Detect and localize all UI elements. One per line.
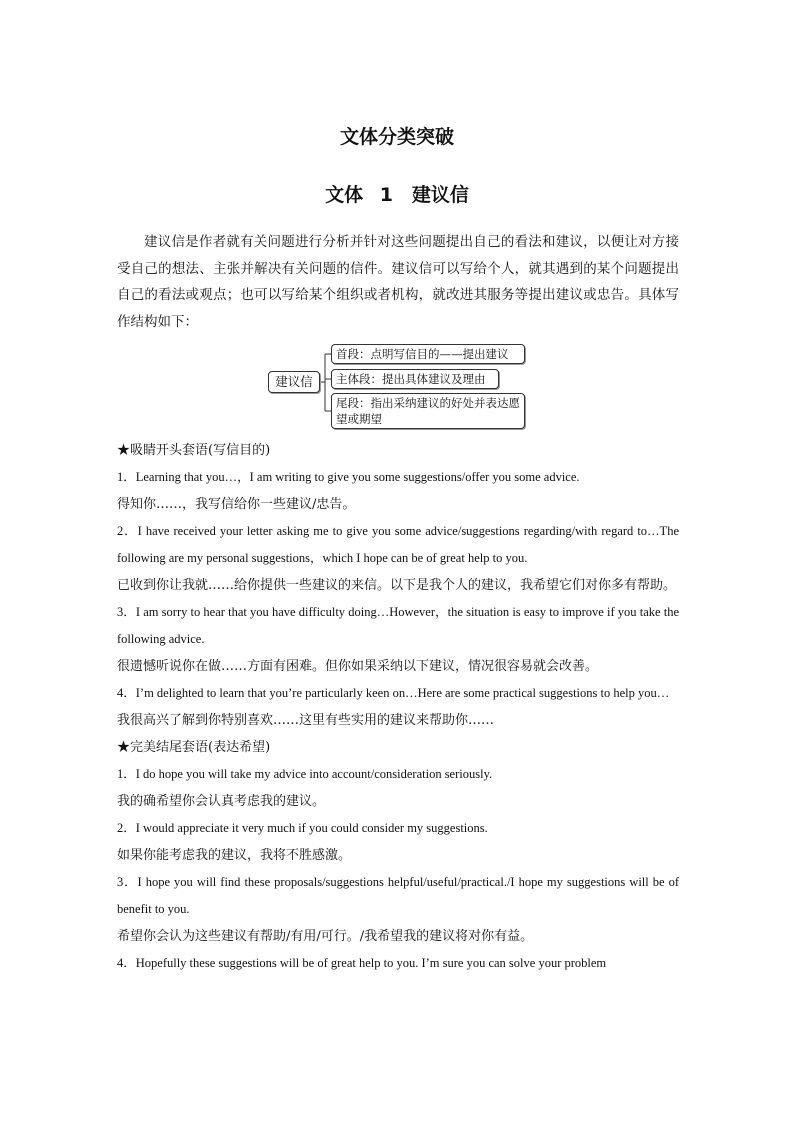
opening-phrase-3-cn: 很遗憾听说你在做……方面有困难。但你如果采纳以下建议，情况很容易就会改善。 (117, 659, 599, 674)
opening-phrase-1-en: 1．Learning that you…，I am writing to give you some suggestions/offer you some advice. (117, 470, 580, 484)
diagram-branch-opening: 首段：点明写信目的——提出建议 (331, 344, 525, 364)
section-heading-closing: ★完美结尾套语(表达希望) (117, 740, 271, 755)
closing-phrase-4-en: 4．Hopefully these suggestions will be of great help to you. I’m sure you can solve your problem (117, 956, 607, 970)
closing-phrase-2-en: 2．I would appreciate it very much if you could consider my suggestions. (117, 821, 488, 835)
section-heading-opening: ★吸睛开头套语(写信目的) (117, 443, 271, 458)
opening-phrase-2-cn: 已收到你让我就……给你提供一些建议的来信。以下是我个人的建议，我希望它们对你多有帮助。 (117, 578, 677, 593)
closing-phrase-1-en: 1．I do hope you will take my advice into account/consideration seriously. (117, 767, 493, 781)
opening-phrase-3-en: 3．I am sorry to hear that you have difficulty doing…However，the situation is easy to improve if you take the following advice. (117, 605, 679, 646)
opening-phrase-4-en: 4．I’m delighted to learn that you’re particularly keen on…Here are some practical suggestions to help you… (117, 686, 670, 700)
opening-phrase-2-en: 2．I have received your letter asking me to give you some advice/suggestions regarding/with regard to…The following are my personal suggestions，which I hope can be of great help to you. (117, 524, 679, 565)
page-title: 文体分类突破 (339, 126, 454, 148)
closing-phrase-2-cn: 如果你能考虑我的建议，我将不胜感激。 (117, 848, 352, 863)
closing-phrase-3-en: 3．I hope you will find these proposals/suggestions helpful/useful/practical./I hope my suggestions will be of benefit to you. (117, 875, 679, 916)
diagram-root-box: 建议信 (268, 371, 320, 393)
structure-diagram (265, 341, 535, 433)
opening-phrase-4-cn: 我很高兴了解到你特别喜欢……这里有些实用的建议来帮助你…… (117, 713, 495, 728)
closing-phrase-3-cn: 希望你会认为这些建议有帮助/有用/可行。/我希望我的建议将对你有益。 (117, 929, 534, 944)
phrase-list (117, 437, 679, 977)
section-title: 文体 1 建议信 (325, 184, 469, 206)
opening-phrase-1-cn: 得知你……，我写信给你一些建议/忠告。 (117, 497, 356, 512)
diagram-branch-closing: 尾段：指出采纳建议的好处并表达愿望或期望 (331, 393, 525, 429)
intro-paragraph: 建议信是作者就有关问题进行分析并针对这些问题提出自己的看法和建议，以便让对方接受自己的想法、主张并解决有关问题的信件。建议信可以写给个人，就其遇到的某个问题提出自己的看法或观点；也可以写给某个组织或者机构，就改进其服务等提出建议或忠告。具体写作结构如下： (117, 234, 679, 330)
diagram-branch-body: 主体段：提出具体建议及理由 (331, 369, 499, 389)
closing-phrase-1-cn: 我的确希望你会认真考虑我的建议。 (117, 794, 326, 809)
